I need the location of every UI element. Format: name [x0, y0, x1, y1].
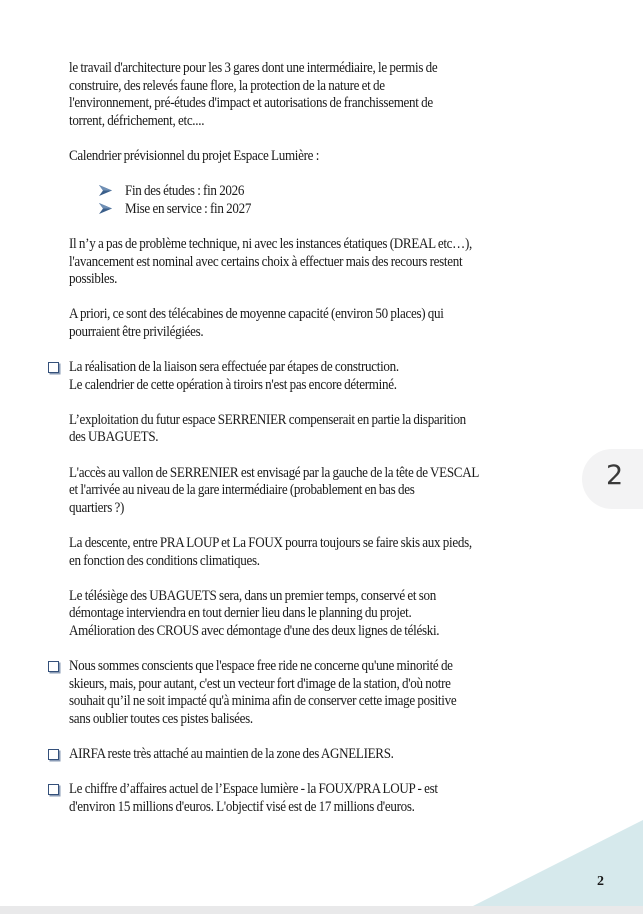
footer-page-number: 2 [597, 874, 604, 889]
free-ride-paragraph [69, 657, 614, 727]
text-line: La réalisation de la liaison sera effectuée par étapes de construction. [69, 358, 399, 376]
text-line: L'accès au vallon de SERRENIER est envisagé par la gauche de la tête de VESCAL [69, 463, 480, 481]
section-agneliers [69, 745, 614, 763]
text-line: en fonction des conditions climatiques. [69, 551, 260, 569]
calendar-item-service [99, 200, 614, 218]
descent-paragraph [69, 534, 614, 569]
capacity-paragraph [69, 305, 614, 340]
calendar-heading [69, 147, 614, 165]
viewer-bottom-strip [0, 906, 643, 914]
calendar-item-studies [99, 182, 614, 200]
text-line: construire, des relevés faune flore, la protection de la nature et de [69, 76, 385, 94]
text-line: quartiers ?) [69, 498, 125, 516]
agneliers-paragraph [69, 745, 614, 763]
text-line: souhait qu’il ne soit impacté qu'à minima afin de conserver cette image positive [69, 692, 457, 710]
calendar-list [69, 182, 614, 217]
page-indicator[interactable] [582, 449, 643, 509]
text-line: torrent, défrichement, etc.... [69, 111, 205, 129]
section-revenue [69, 780, 614, 815]
calendar-item-text: Fin des études : fin 2026 [125, 182, 245, 200]
text-line: skieurs, mais, pour autant, c'est un vecteur fort d'image de la station, d'où notre [69, 674, 451, 692]
technical-paragraph [69, 235, 614, 288]
text-line: et l'arrivée au niveau de la gare intermédiaire (probablement en bas des [69, 481, 415, 499]
section-free-ride [69, 657, 614, 727]
text-line: démontage interviendra en tout dernier lieu dans le planning du projet. [69, 604, 412, 622]
chairlift-paragraph [69, 587, 614, 640]
text-line: sans oublier toutes ces pistes balisées. [69, 709, 253, 727]
access-paragraph [69, 464, 614, 517]
text-line: Le calendrier de cette opération à tiroirs n'est pas encore déterminé. [69, 375, 397, 393]
text-line: Le télésiège des UBAGUETS sera, dans un premier temps, conservé et son [69, 586, 437, 604]
arrow-bullet-icon [99, 185, 112, 196]
text-line: des UBAGUETS. [69, 428, 159, 446]
text-line: Il n’y a pas de problème technique, ni avec les instances étatiques (DREAL etc…), [69, 234, 472, 252]
text-line: Amélioration des CROUS avec démontage d'une des deux lignes de téléski. [69, 622, 440, 639]
calendar-item-text: Mise en service : fin 2027 [125, 199, 252, 217]
calendar-heading-text: Calendrier prévisionnel du projet Espace Lumière : [69, 146, 320, 164]
text-line: le travail d'architecture pour les 3 gares dont une intermédiaire, le permis de [69, 59, 438, 76]
exploitation-paragraph [69, 411, 614, 446]
checkbox-bullet-icon [48, 784, 59, 795]
text-line: Le chiffre d’affaires actuel de l’Espace lumière - la FOUX/PRA LOUP - est [69, 780, 438, 798]
text-line: pourraient être privilégiées. [69, 322, 204, 340]
revenue-paragraph [69, 780, 614, 815]
text-line: La descente, entre PRA LOUP et La FOUX pourra toujours se faire skis aux pieds, [69, 534, 472, 552]
text-line: A priori, ce sont des télécabines de moyenne capacité (environ 50 places) qui [69, 305, 444, 323]
page-content [69, 0, 614, 816]
text-line: d'environ 15 millions d'euros. L'objectif visé est de 17 millions d'euros. [69, 797, 415, 815]
arrow-bullet-icon [99, 203, 112, 214]
text-line: Nous sommes conscients que l'espace free ride ne concerne qu'une minorité de [69, 657, 453, 675]
text-line: AIRFA reste très attaché au maintien de la zone des AGNELIERS. [69, 745, 394, 763]
text-line: l'environnement, pré-études d'impact et autorisations de franchissement de [69, 94, 433, 112]
text-line: L’exploitation du futur espace SERRENIER compenserait en partie la disparition [69, 410, 466, 428]
checkbox-bullet-icon [48, 362, 59, 373]
checkbox-bullet-icon [48, 661, 59, 672]
construction-paragraph [69, 358, 614, 393]
section-construction-stages [69, 358, 614, 640]
checkbox-bullet-icon [48, 749, 59, 760]
page-indicator-number: 2 [606, 460, 624, 491]
text-line: possibles. [69, 270, 118, 288]
intro-paragraph [69, 59, 614, 129]
text-line: l'avancement est nominal avec certains choix à effectuer mais des recours restent [69, 252, 463, 270]
corner-triangle-decoration [473, 820, 643, 906]
